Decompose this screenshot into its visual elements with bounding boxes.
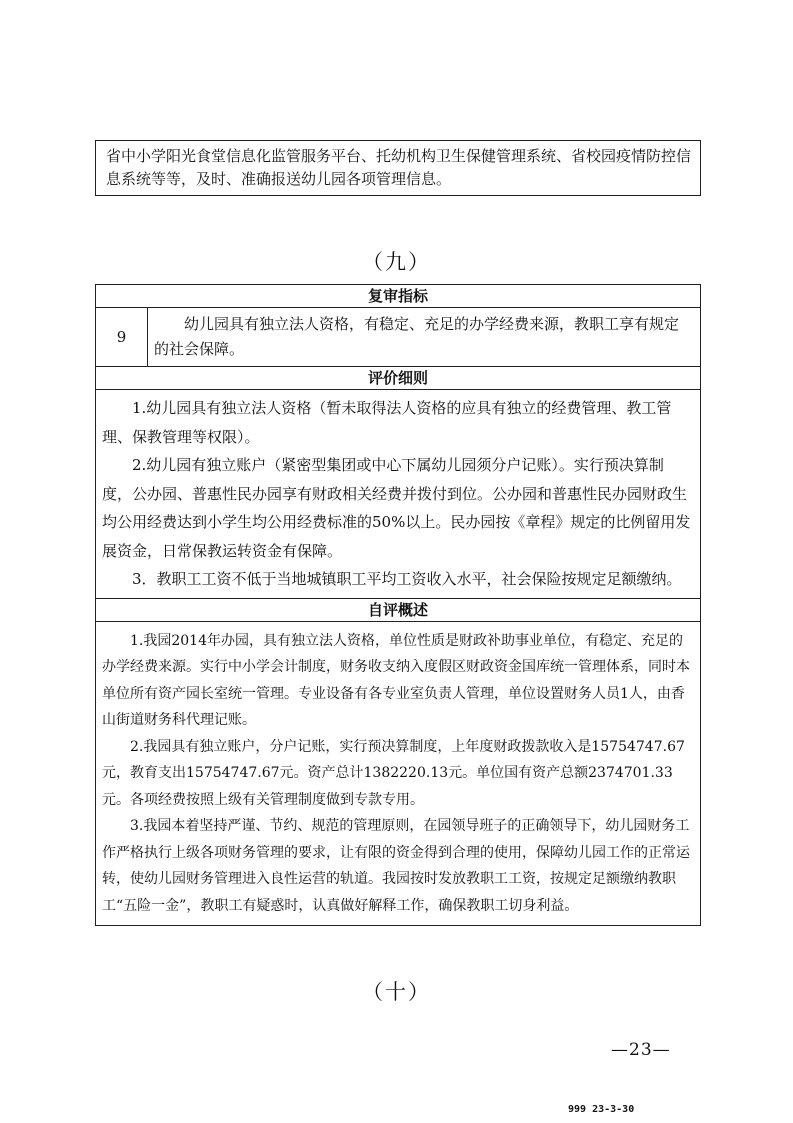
indicator-number: 9 (96, 308, 148, 367)
criteria-item: 2.幼儿园有独立账户（紧密型集团或中心下属幼儿园须分户记账）。实行预决算制度，公办园、普惠性民办园享有财政相关经费并拨付到位。公办园和普惠性民办园财政生均公用经费达到小学生均公用经费标准的50%以上。民办园按《章程》规定的比例留用发展资金，日常保教运转资金有保障。 (102, 456, 691, 560)
criteria-cell (96, 390, 701, 599)
self-eval-item: 2.我园具有独立账户，分户记账，实行预决算制度，上年度财政拨款收入是15754747.67元，教育支出15754747.67元。资产总计1382220.13元。单位国有资产总额2374701.33元。各项经费按照上级有关管理制度做到专款专用。 (102, 738, 685, 808)
top-text-box (95, 140, 701, 196)
section-nine-title: （九） (362, 250, 431, 274)
print-stamp: 999 23-3-30 (568, 1104, 635, 1115)
criteria-header: 评价细则 (96, 367, 701, 390)
review-indicator-header: 复审指标 (96, 285, 701, 308)
self-eval-item: 3.我园本着坚持严谨、节约、规范的管理原则，在园领导班子的正确领导下，幼儿园财务工作严格执行上级各项财务管理的要求，让有限的资金得到合理的使用，保障幼儿园工作的正常运转，使幼儿园财务管理进入良性运营的轨道。我园按时发放教职工工资，按规定足额缴纳教职工“五险一金”，教职工有疑惑时，认真做好解释工作，确保教职工切身利益。 (102, 818, 690, 914)
page-number: —23— (611, 1040, 671, 1060)
indicator-text: 幼儿园具有独立法人资格，有稳定、充足的办学经费来源，教职工享有规定的社会保障。 (154, 315, 680, 358)
indicator-text-cell (148, 308, 701, 367)
top-box-text: 省中小学阳光食堂信息化监管服务平台、托幼机构卫生保健管理系统、省校园疫情防控信息系统等等，及时、准确报送幼儿园各项管理信息。 (106, 147, 692, 188)
review-table (95, 284, 701, 926)
section-ten-title: （十） (362, 980, 431, 1004)
criteria-item: 1.幼儿园具有独立法人资格（暂未取得法人资格的应具有独立的经费管理、教工管理、保教管理等权限）。 (102, 399, 672, 446)
criteria-item: 3．教职工工资不低于当地城镇职工平均工资收入水平，社会保险按规定足额缴纳。 (132, 570, 682, 588)
self-eval-item: 1.我园2014年办园，具有独立法人资格，单位性质是财政补助事业单位，有稳定、充足的办学经费来源。实行中小学会计制度，财务收支纳入度假区财政资金国库统一管理体系，同时本单位所有资产园长室统一管理。专业设备有各专业室负责人管理，单位设置财务人员1人，由香山街道财务科代理记账。 (102, 632, 690, 728)
self-eval-cell (96, 621, 701, 926)
self-eval-header: 自评概述 (96, 598, 701, 621)
